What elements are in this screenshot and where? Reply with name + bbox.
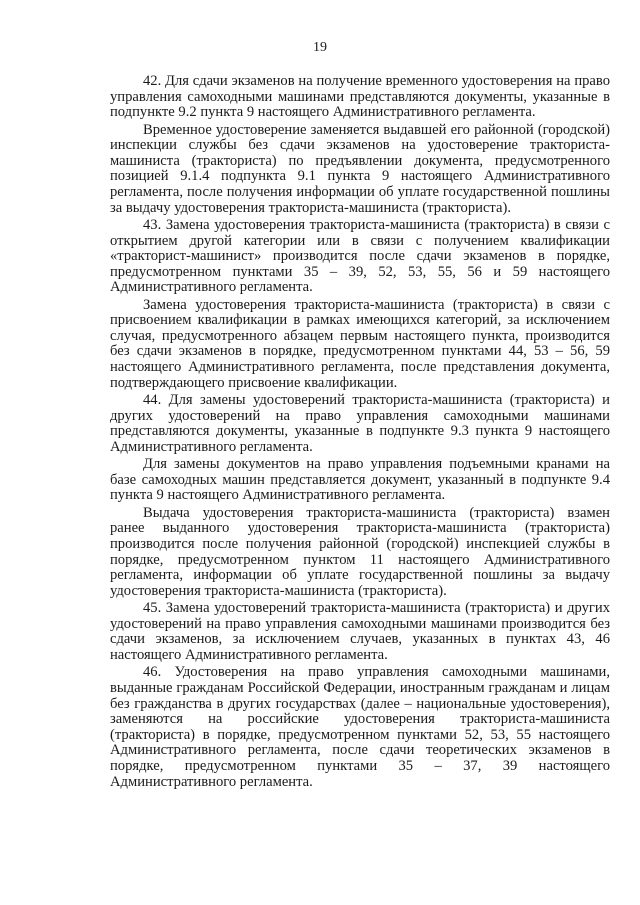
page-number: 19 [313, 40, 327, 55]
paragraph-43-qualification: Замена удостоверения тракториста-машиниста (тракториста) в связи с присвоением квалификации в рамках имеющихся категорий, за исключением случая, предусмотренного абзацем первым настоящего пункта, производится без сдачи экзаменов в порядке, предусмотренном пунктами 44, 53 – 56, 59 настоящего Административного регламента, после представления документа, подтверждающего присвоение квалификации. [110, 296, 610, 391]
paragraph-45: 45. Замена удостоверений тракториста-машиниста (тракториста) и других удостоверений на право управления самоходными машинами производится без сдачи экзаменов, за исключением случаев, указанных в пунктах 43, 46 настоящего Административного регламента. [110, 600, 610, 663]
paragraph-43: 43. Замена удостоверения тракториста-машиниста (тракториста) в связи с открытием другой категории или в связи с получением квалификации «тракторист-машинист» производится после сдачи экзаменов в порядке, предусмотренном пунктами 35 – 39, 52, 53, 55, 56 и 59 настоящего Административного регламента. [110, 216, 610, 296]
document-body [110, 74, 610, 792]
paragraph-46: 46. Удостоверения на право управления самоходными машинами, выданные гражданам Российской Федерации, иностранным гражданам и лицам без гражданства в других государствах (далее – национальные удостоверения), заменяются на российские удостоверения тракториста-машиниста (тракториста) в порядке, предусмотренном пунктами 52, 53, 55 настоящего Административного регламента, после сдачи теоретических экзаменов в порядке, предусмотренном пунктами 35 – 37, 39 настоящего Административного регламента. [110, 664, 610, 790]
paragraph-44-issuance: Выдача удостоверения тракториста-машиниста (тракториста) взамен ранее выданного удостоверения тракториста-машиниста (тракториста) производится после получения районной (городской) инспекцией службы в порядке, предусмотренном пунктом 11 настоящего Административного регламента, информации об уплате государственной пошлины за выдачу удостоверения тракториста-машиниста (тракториста). [110, 504, 610, 599]
paragraph-44: 44. Для замены удостоверений тракториста-машиниста (тракториста) и других удостоверений на право управления самоходными машинами представляются документы, указанные в подпункте 9.3 пункта 9 настоящего Административного регламента. [110, 392, 610, 455]
paragraph-44-cranes: Для замены документов на право управления подъемными кранами на базе самоходных машин представляется документ, указанный в подпункте 9.4 пункта 9 настоящего Административного регламента. [110, 456, 610, 504]
paragraph-42-temporary-license: Временное удостоверение заменяется выдавшей его районной (городской) инспекции службы без сдачи экзаменов на удостоверение тракториста-машиниста (тракториста) по предъявлении документа, предусмотренного позицией 9.1.4 подпункта 9.1 пункта 9 настоящего Административного регламента, после получения информации об уплате государственной пошлины за выдачу удостоверения тракториста-машиниста (тракториста). [110, 121, 610, 216]
paragraph-42: 42. Для сдачи экзаменов на получение временного удостоверения на право управления самоходными машинами представляются документы, указанные в подпункте 9.2 пункта 9 настоящего Административного регламента. [110, 73, 610, 121]
